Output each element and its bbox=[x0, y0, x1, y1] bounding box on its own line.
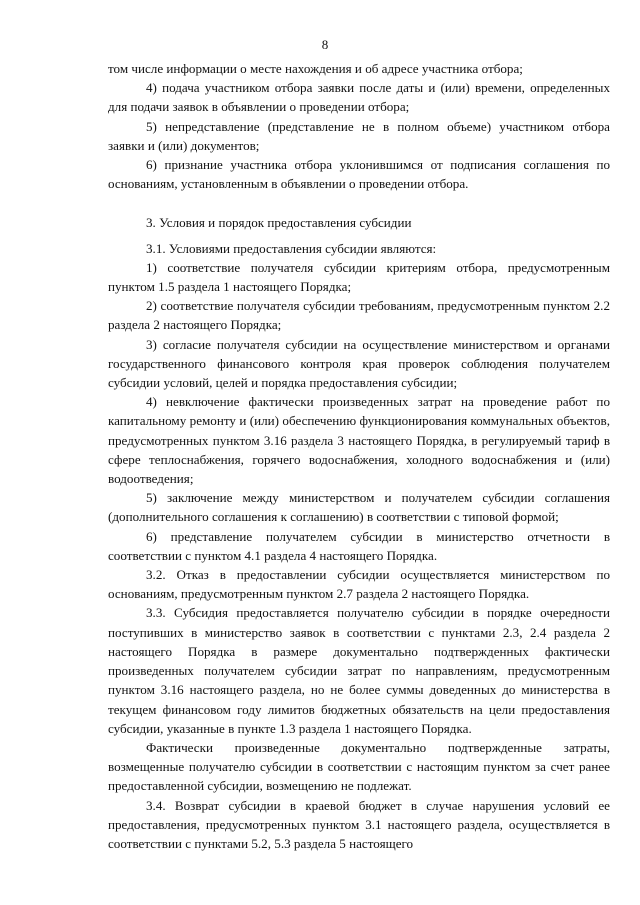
page-number: 8 bbox=[321, 37, 329, 52]
paragraph: 5) заключение между министерством и получателем субсидии соглашения (дополнительного соглашения к соглашению) в соответствии с типовой формой; bbox=[108, 490, 610, 525]
paragraph: 4) невключение фактически произведенных затрат на проведение работ по капитальному ремонту и (или) обеспечению функционирования коммунальных объектов, предусмотренных пунктом 3.16 раздела 3 настоящего Порядка, в регулируемый тариф в сфере теплоснабжения, горячего водоснабжения, холодного водоснабжения и (или) водоотведения; bbox=[108, 394, 610, 487]
paragraph: 2) соответствие получателя субсидии требованиям, предусмотренным пунктом 2.2 раздела 2 настоящего Порядка; bbox=[108, 298, 610, 333]
spacer bbox=[108, 193, 610, 213]
paragraph: 3.4. Возврат субсидии в краевой бюджет в случае нарушения условий ее предоставления, предусмотренных пунктом 3.1 настоящего раздела, осуществляется в соответствии с пунктами 5.2, 5.3 раздела 5 настоящего bbox=[108, 797, 610, 851]
paragraph: 3.1. Условиями предоставления субсидии являются: bbox=[146, 240, 437, 256]
paragraph: 1) соответствие получателя субсидии критериям отбора, предусмотренным пунктом 1.5 раздела 1 настоящего Порядка; bbox=[108, 259, 610, 295]
paragraph: Фактически произведенные документально подтвержденные затраты, возмещенные получателю субсидии в соответствии с настоящим пунктом за счет ранее предоставленной субсидии, возмещению не подлежат. bbox=[108, 739, 610, 794]
paragraph: 4) подача участником отбора заявки после даты и (или) времени, определенных для подачи заявок в объявлении о проведении отбора; bbox=[108, 80, 610, 115]
paragraph: 5) непредставление (представление не в полном объеме) участником отбора заявки и (или) документов; bbox=[108, 118, 610, 153]
paragraph: 3.3. Субсидия предоставляется получателю субсидии в порядке очередности поступивших в министерство заявок в соответствии с пунктами 2.3, 2.4 раздела 2 настоящего Порядка в размере документально подтвержденных фактически произведенных получателем субсидии затрат по направлениям, предусмотренным пунктом 3.16 настоящего раздела, но не более суммы доведенных до министерства в текущем финансовом году лимитов бюджетных обязательств на цели предоставления субсидии, указанные в пункте 1.3 раздела 1 настоящего Порядка. bbox=[108, 605, 610, 736]
paragraph: том числе информации о месте нахождения и об адресе участника отбора; bbox=[108, 61, 523, 76]
paragraph: 3) согласие получателя субсидии на осуществление министерством и органами государственного финансового контроля края проверок соблюдения получателем субсидии условий, целей и порядка предоставления субсидии; bbox=[108, 336, 610, 391]
section-title: 3. Условия и порядок предоставления субсидии bbox=[146, 215, 412, 231]
paragraph: 6) признание участника отбора уклонившимся от подписания соглашения по основаниям, установленным в объявлении о проведении отбора. bbox=[108, 157, 610, 192]
paragraph: 3.2. Отказ в предоставлении субсидии осуществляется министерством по основаниям, предусмотренным пунктом 2.7 раздела 2 настоящего Порядка. bbox=[108, 567, 610, 602]
paragraph: 6) представление получателем субсидии в министерство отчетности в соответствии с пунктом 4.1 раздела 4 настоящего Порядка. bbox=[108, 528, 610, 563]
